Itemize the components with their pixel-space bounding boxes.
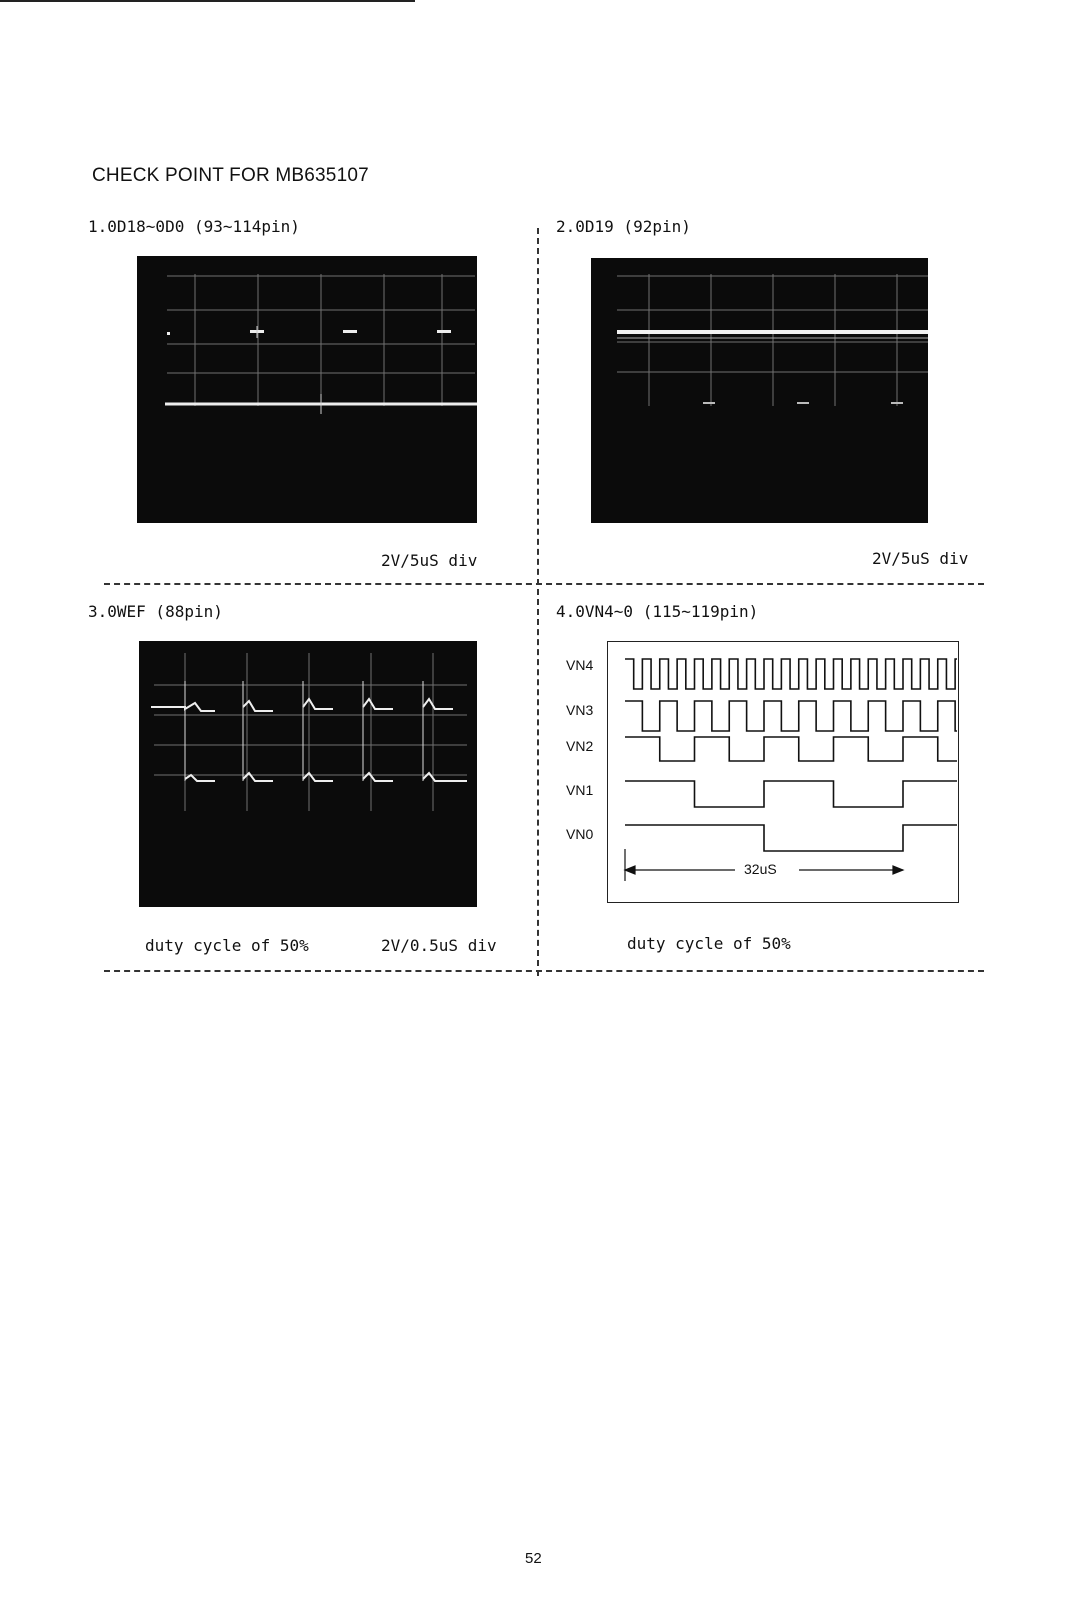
panel-1-heading: 1.0D18~0D0 (93~114pin) [88,217,300,236]
scope-photo-1 [137,256,477,523]
period-label: 32uS [744,861,777,877]
panel-2-heading: 2.0D19 (92pin) [556,217,691,236]
panel-3-note: duty cycle of 50% [145,936,309,955]
page-title: CHECK POINT FOR MB635107 [92,165,369,186]
panel-3-heading: 3.0WEF (88pin) [88,602,223,621]
panel-3-scale: 2V/0.5uS div [381,936,497,955]
scope-photo-2 [591,258,928,523]
scope-photo-3 [139,641,477,907]
top-rule [0,0,415,2]
panel-4-heading: 4.0VN4~0 (115~119pin) [556,602,759,621]
signal-label-vn1: VN1 [566,782,594,798]
horizontal-divider-top [104,583,984,585]
timing-waveforms [607,641,959,903]
waveform-vn2 [625,737,957,761]
waveform-vn1 [625,781,957,807]
page-number: 52 [525,1550,542,1567]
signal-label-vn0: VN0 [566,826,594,842]
panel-2-scale: 2V/5uS div [872,549,969,568]
signal-label-vn2: VN2 [566,738,594,754]
waveform-vn4 [625,659,957,689]
vertical-divider [537,228,539,976]
panel-1-scale: 2V/5uS div [381,551,478,570]
signal-label-vn3: VN3 [566,702,594,718]
waveform-vn3 [625,701,957,731]
panel-4-note: duty cycle of 50% [627,934,791,953]
horizontal-divider-bottom [104,970,984,972]
signal-label-vn4: VN4 [566,657,594,673]
waveform-vn0 [625,825,957,851]
